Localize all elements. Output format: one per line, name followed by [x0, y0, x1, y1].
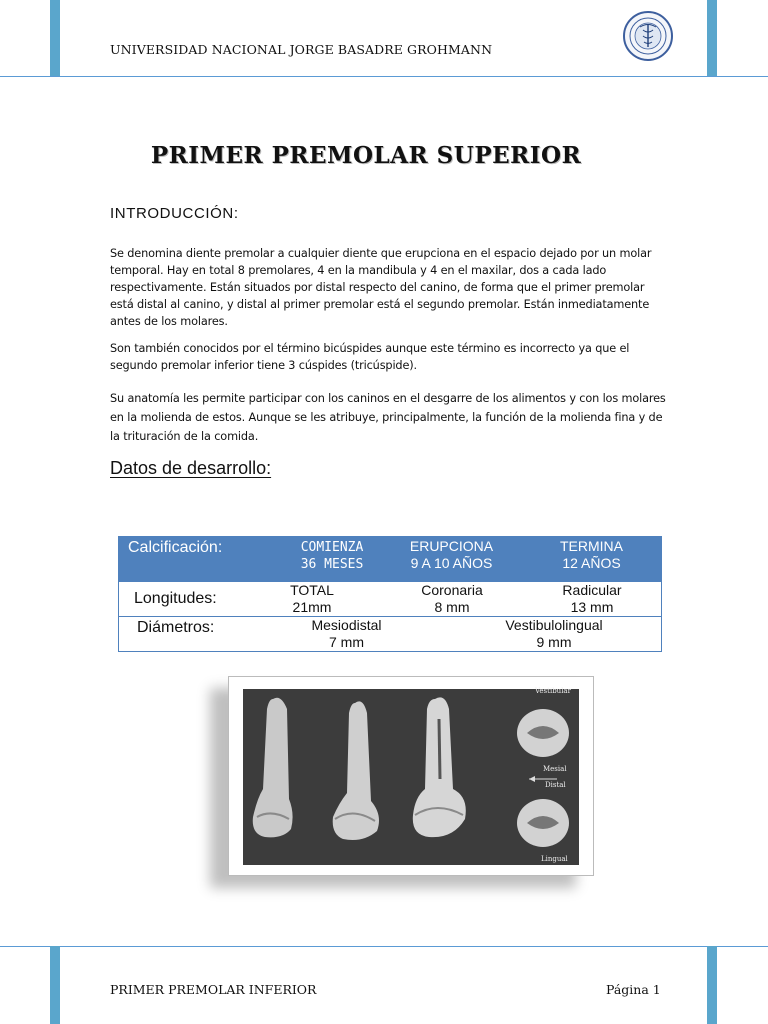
tooth-figure: [228, 676, 594, 876]
cell-comienza-line2: 36 MESES: [300, 557, 364, 572]
table-row-longitudes: [119, 582, 661, 617]
cell-mesiodistal: [299, 617, 394, 651]
cell-vestibulolingual: [489, 617, 619, 651]
label-vestibular: Vestibular: [535, 687, 571, 695]
label-mesial: Mesial: [543, 765, 567, 773]
header-university: UNIVERSIDAD NACIONAL JORGE BASADRE GROHMANN: [110, 42, 493, 57]
datos-heading: Datos de desarrollo:: [110, 458, 272, 478]
cell-total-line1: TOTAL: [290, 582, 334, 598]
footer-bar-right: [707, 946, 717, 1024]
paragraph-1: Se denomina diente premolar a cualquier diente que erupciona en el espacio dejado por un molar temporal. Hay en total 8 premolares, 4 en la mandibula y 4 en el maxilar, dos a cada lado respectivamente. Están situados por distal respecto del canino, de forma que el primer premolar está distal al canino, y distal al primer premolar está el segundo premolar. Están inmediatamente antes de los molares.: [110, 247, 652, 328]
premolar-teeth-illustration: [243, 689, 579, 865]
cell-coronaria: [407, 582, 497, 616]
row-label-diametros: Diámetros:: [137, 619, 215, 636]
header-bar-left: [50, 0, 60, 76]
cell-erupciona-line1: ERUPCIONA: [409, 538, 494, 554]
cell-comienza: [267, 539, 397, 573]
cell-termina: [539, 538, 644, 572]
cell-erupciona: [389, 538, 514, 572]
cell-erupciona-line2: 9 A 10 AÑOS: [410, 555, 493, 571]
cell-coronaria-line1: Coronaria: [421, 582, 483, 598]
table-row-diametros: [119, 617, 661, 651]
footer-bar-left: [50, 946, 60, 1024]
paragraph-3: Su anatomía les permite participar con los caninos en el desgarre de los alimentos y con los molares en la molienda de estos. Aunque se les atribuye, principalmente, la función de la molienda fina y de la trituración de la comida.: [110, 392, 666, 443]
cell-coronaria-line2: 8 mm: [434, 599, 470, 615]
label-lingual: Lingual: [541, 855, 568, 863]
cell-mesiodistal-line2: 7 mm: [329, 634, 364, 650]
university-seal-icon: [622, 10, 674, 62]
row-label-calcificacion: Calcificación:: [128, 539, 223, 556]
cell-vestibulolingual-line2: 9 mm: [536, 634, 572, 650]
cell-radicular: [547, 582, 637, 616]
header-bar-right: [707, 0, 717, 76]
page-title: PRIMER PREMOLAR SUPERIOR: [150, 142, 582, 169]
cell-mesiodistal-line1: Mesiodistal: [311, 617, 382, 633]
footer-rule: [0, 946, 768, 947]
cell-total-line2: 21mm: [292, 599, 332, 615]
page-number: Página 1: [606, 982, 661, 997]
development-table: [118, 536, 662, 652]
cell-vestibulolingual-line1: Vestibulolingual: [505, 617, 603, 633]
tooth-photo: [243, 689, 579, 865]
cell-comienza-line1: COMIENZA: [300, 540, 364, 555]
cell-radicular-line1: Radicular: [562, 582, 622, 598]
footer-title: PRIMER PREMOLAR INFERIOR: [110, 982, 317, 997]
intro-heading: INTRODUCCIÓN:: [110, 205, 239, 222]
label-distal: Distal: [545, 781, 566, 789]
cell-termina-line1: TERMINA: [560, 538, 623, 554]
header-rule: [0, 76, 768, 77]
cell-termina-line2: 12 AÑOS: [562, 555, 621, 571]
row-label-longitudes: Longitudes:: [134, 590, 217, 607]
paragraph-2: Son también conocidos por el término bicúspides aunque este término es incorrecto ya que el segundo premolar inferior tiene 3 cúspides (tricúspide).: [110, 342, 630, 372]
table-row-calcificacion: [119, 537, 661, 582]
cell-radicular-line2: 13 mm: [570, 599, 614, 615]
cell-total: [267, 582, 357, 616]
